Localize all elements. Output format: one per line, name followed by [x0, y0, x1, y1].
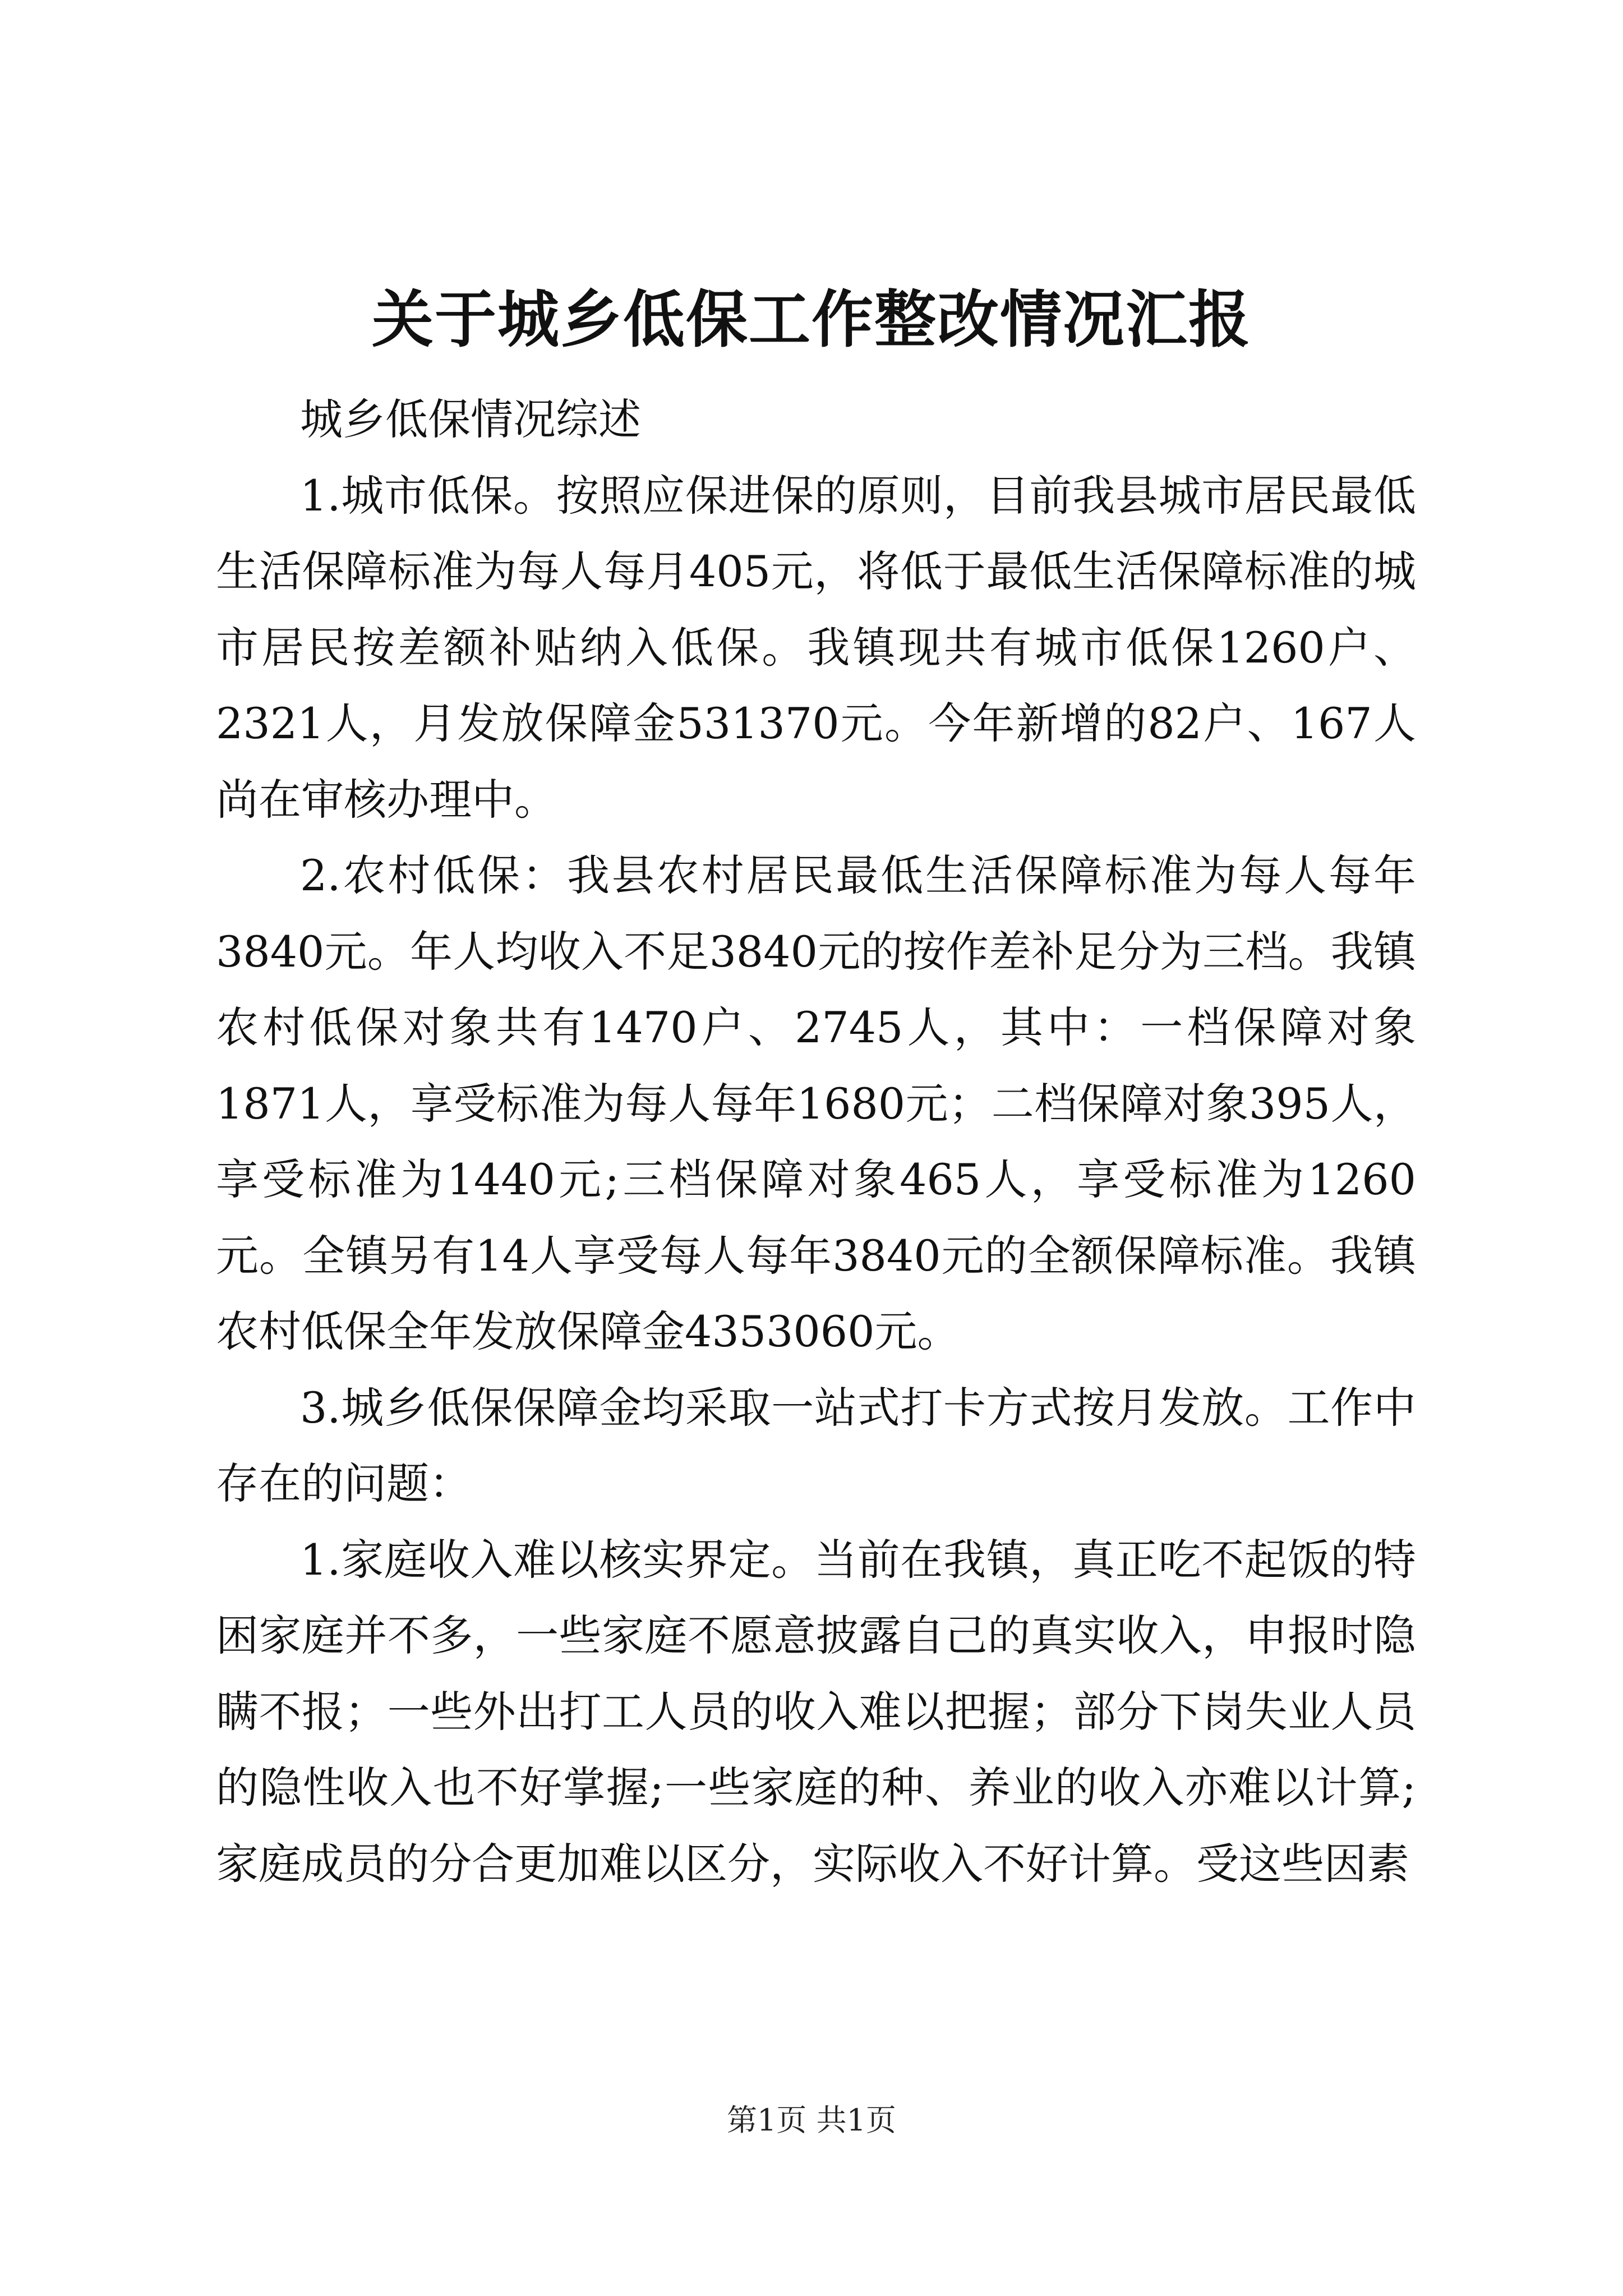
document-title: 关于城乡低保工作整改情况汇报: [372, 283, 1251, 356]
paragraph-income-verification: 1.家庭收入难以核实界定。当前在我镇，真正吃不起饭的特困家庭并不多，一些家庭不愿意披露自己的真实收入，申报时隐瞒不报；一些外出打工人员的收入难以把握；部分下岗失业人员的隐性收入也不好掌握;一些家庭的种、养业的收入亦难以计算;家庭成员的分合更加难以区分，实际收入不好计算。受这些因素: [216, 1534, 1416, 1889]
paragraph-rural-subsistence: 2.农村低保：我县农村居民最低生活保障标准为每人每年3840元。年人均收入不足3840元的按作差补足分为三档。我镇农村低保对象共有1470户、2745人，其中：一档保障对象1871人，享受标准为每人每年1680元；二档保障对象395人，享受标准为1440元;三档保障对象465人，享受标准为1260元。全镇另有14人享受每人每年3840元的全额保障标准。我镇农村低保全年发放保障金4353060元。: [216, 850, 1416, 1356]
section-heading: 城乡低保情况综述: [300, 394, 641, 444]
paragraph-payment-method: 3.城乡低保保障金均采取一站式打卡方式按月发放。工作中存在的问题：: [216, 1382, 1416, 1508]
page-footer: 第1页 共1页: [727, 2102, 896, 2138]
paragraph-urban-subsistence: 1.城市低保。按照应保进保的原则，目前我县城市居民最低生活保障标准为每人每月405元，将低于最低生活保障标准的城市居民按差额补贴纳入低保。我镇现共有城市低保1260户、2321人，月发放保障金531370元。今年新增的82户、167人尚在审核办理中。: [216, 470, 1416, 825]
document-body: [216, 381, 1416, 1902]
